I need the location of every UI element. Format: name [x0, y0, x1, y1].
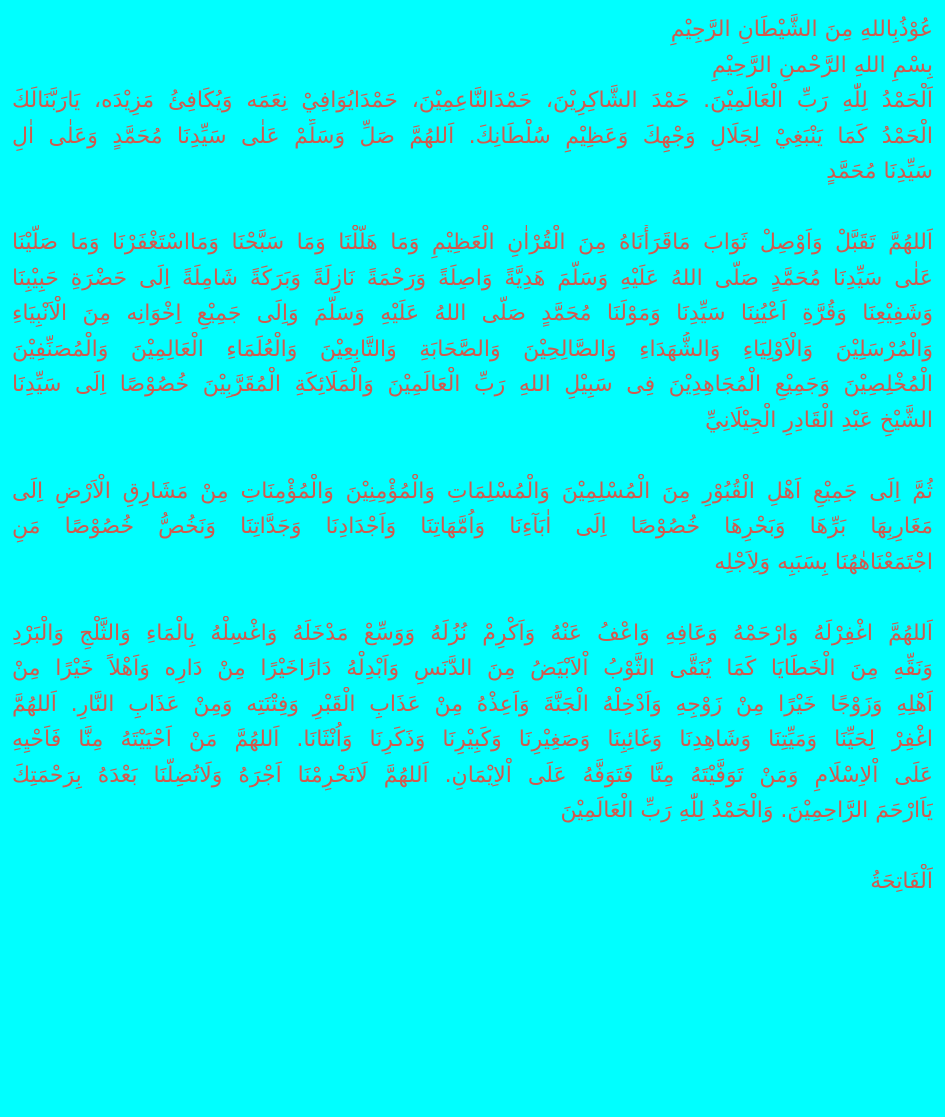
taawudh-line: عُوْذُبِاللهِ مِنَ الشَّيْطَانِ الرَّجِيْمِ: [670, 17, 933, 42]
text-line: اَلْحَمْدُ لِلّٰهِ رَبِّ الْعَالَمِيْنَ. حَمْدَ الشَّاكِرِيْنَ، حَمْدَالنَّاعِمِيْنَ، حَمْدَايُوَافِيْ نِعَمَه وَيُكَافِئُ مَزِيْدَه، يَارَبَّنَالَكَ: [12, 88, 933, 113]
paragraph-gap: [12, 829, 933, 865]
text-line: وَشَفِيْعِنَا وَقُرَّةِ اَعْيُنِنَا سَيِّدِنَا وَمَوْلَنَا مُحَمَّدٍ صَلَّى اللهُ عَلَيْهِ وَسَلَّمَ وَاِلَى جَمِيْعِ اِخْوَانِه مِنَ الْاَنْبِيَاءِ: [12, 301, 933, 326]
text-line: الْمُخْلِصِيْنَ وَجَمِيْعِ الْمُجَاهِدِيْنَ فِى سَبِيْلِ اللهِ رَبِّ الْعَالَمِيْنَ وَالْمَلَائِكَةِ الْمُقَرَّبِيْنَ خُصُوْصًا اِلَى سَيِّدِنَا: [12, 372, 933, 397]
text-line: اَللهُمَّ اغْفِرْلَهُ وَارْحَمْهُ وَعَافِهِ وَاعْفُ عَنْهُ وَاَكْرِمْ نُزُلَهُ وَوَسِّعْ مَدْخَلَهُ وَاغْسِلْهُ بِالْمَاءِ وَالثَّلْجِ وَالْبَرْدِ: [12, 620, 933, 646]
paragraph-gap: [12, 190, 933, 226]
text-line: عَلَى اْلاِسْلَامِ وَمَنْ تَوَفَّيْتَهُ مِنَّا فَتَوَفَّهُ عَلَى اْلاِيْمَانِ. اَللهُمَّ لَاتَحْرِمْنَا اَجْرَهُ وَلَاتُضِلَّنَا بَعْدَهُ بِرَحْمَتِكَ: [12, 762, 933, 788]
text-line: وَنَقِّهِ مِنَ الْخَطَايَا كَمَا يُنَقَّى الثَّوْبُ اْلاَبْيَضُ مِنَ الدَّنَسِ وَاَبْدِلْهُ دَارًاخَيْرًا مِنْ دَارِه وَاَهْلاً خَيْرًا مِنْ: [12, 656, 933, 681]
praise-paragraph: [12, 83, 933, 190]
dedication-paragraph: [12, 225, 933, 438]
fatiha-line: اَلْفَاتِحَةُ: [870, 869, 933, 894]
paragraph-gap: [12, 580, 933, 616]
supplication-paragraph: [12, 616, 933, 829]
text-line: اجْتَمَعْنَاهٰهُنَا بِسَبَبِه وَلِاَجْلِه: [714, 549, 933, 575]
text-line: اَهْلِهِ وَزَوْجًا خَيْرًا مِنْ زَوْجِهِ وَاَدْخِلْهُ الْجَنَّةَ وَاَعِذْهُ مِنْ عَذَابِ الْقَبْرِ وَفِتْنَتِه وَمِنْ عَذَابِ النَّارِ. اَللهُمَّ: [12, 691, 933, 717]
text-line: الْحَمْدُ كَمَا يَنْبَغِيْ لِجَلَالِ وَجْهِكَ وَعَظِيْمِ سُلْطَانِكَ. اَللهُمَّ صَلِّ وَسَلِّمْ عَلٰى سَيِّدِنَا مُحَمَّدٍ وَعَلٰى اٰلِ: [12, 123, 933, 149]
text-line: مَغَارِبِهَا بَرِّهَا وَبَحْرِهَا خُصُوْصًا اِلَى اٰبَآءِنَا وَاُمَّهَاتِنَا وَاَجْدَادِنَا وَجَدَّاتِنَا وَنَخُصُّ خُصُوْصًا مَنِ: [12, 514, 933, 539]
text-line: اَللهُمَّ تَقَبَّلْ وَاَوْصِلْ ثَوَابَ مَاقَرَأْنَاهُ مِنَ الْقُرْاٰنِ الْعَظِيْمِ وَمَا هَلَّلْنَا وَمَا سَبَّحْنَا وَمَااسْتَغْفَرْنَا وَمَا صَلَّيْنَا: [12, 230, 933, 255]
graves-paragraph: [12, 474, 933, 581]
paragraph-gap: [12, 438, 933, 474]
basmala-line: بِسْمِ اللهِ الرَّحْمنِ الرَّحِيْمِ: [711, 52, 933, 78]
text-line: اغْفِرْ لِحَيِّنَا وَمَيِّتِنَا وَشَاهِدِنَا وَغَائِبِنَا وَصَغِيْرِنَا وَكَبِيْرِنَا وَذَكَرِنَا وَاُنْثَانَا. اَللهُمَّ مَنْ اَحْيَيْتَهُ مِنَّا فَاَحْيِهِ: [12, 727, 933, 752]
text-line: ثُمَّ اِلَى جَمِيْعِ اَهْلِ الْقُبُوْرِ مِنَ الْمُسْلِمِيْنَ وَالْمُسْلِمَاتِ وَالْمُؤْمِنِيْنَ وَالْمُؤْمِنَاتِ مِنْ مَشَارِقِ الْاَرْضِ اِلَى: [12, 478, 933, 504]
text-line: عَلٰى سَيِّدِنَا مُحَمَّدٍ صَلَّى اللهُ عَلَيْهِ وَسَلَّمَ هَدِيَّةً وَاصِلَةً وَرَحْمَةً نَازِلَةً وَبَرَكَةً شَامِلَةً اِلَى حَضْرَةِ حَبِيْبِنَا: [12, 265, 933, 291]
text-line: الشَّيْخِ عَبْدِ الْقَادِرِ الْجِيْلَانِيِّ: [705, 407, 933, 433]
text-line: سَيِّدِنَا مُحَمَّدٍ: [826, 159, 933, 184]
text-line: يَاَارْحَمَ الرَّاحِمِيْنَ. وَالْحَمْدُ لِلّٰهِ رَبِّ الْعَالَمِيْنَ: [560, 798, 933, 823]
text-line: وَالْمُرْسَلِيْنَ وَالْاَوْلِيَاءِ وَالشُّهَدَاءِ وَالصَّالِحِيْنَ وَالصَّحَابَةِ وَالتَّابِعِيْنَ وَالْعُلَمَاءِ الْعَالِمِيْنَ وَالْمُصَنِّفِيْنَ: [12, 336, 933, 362]
